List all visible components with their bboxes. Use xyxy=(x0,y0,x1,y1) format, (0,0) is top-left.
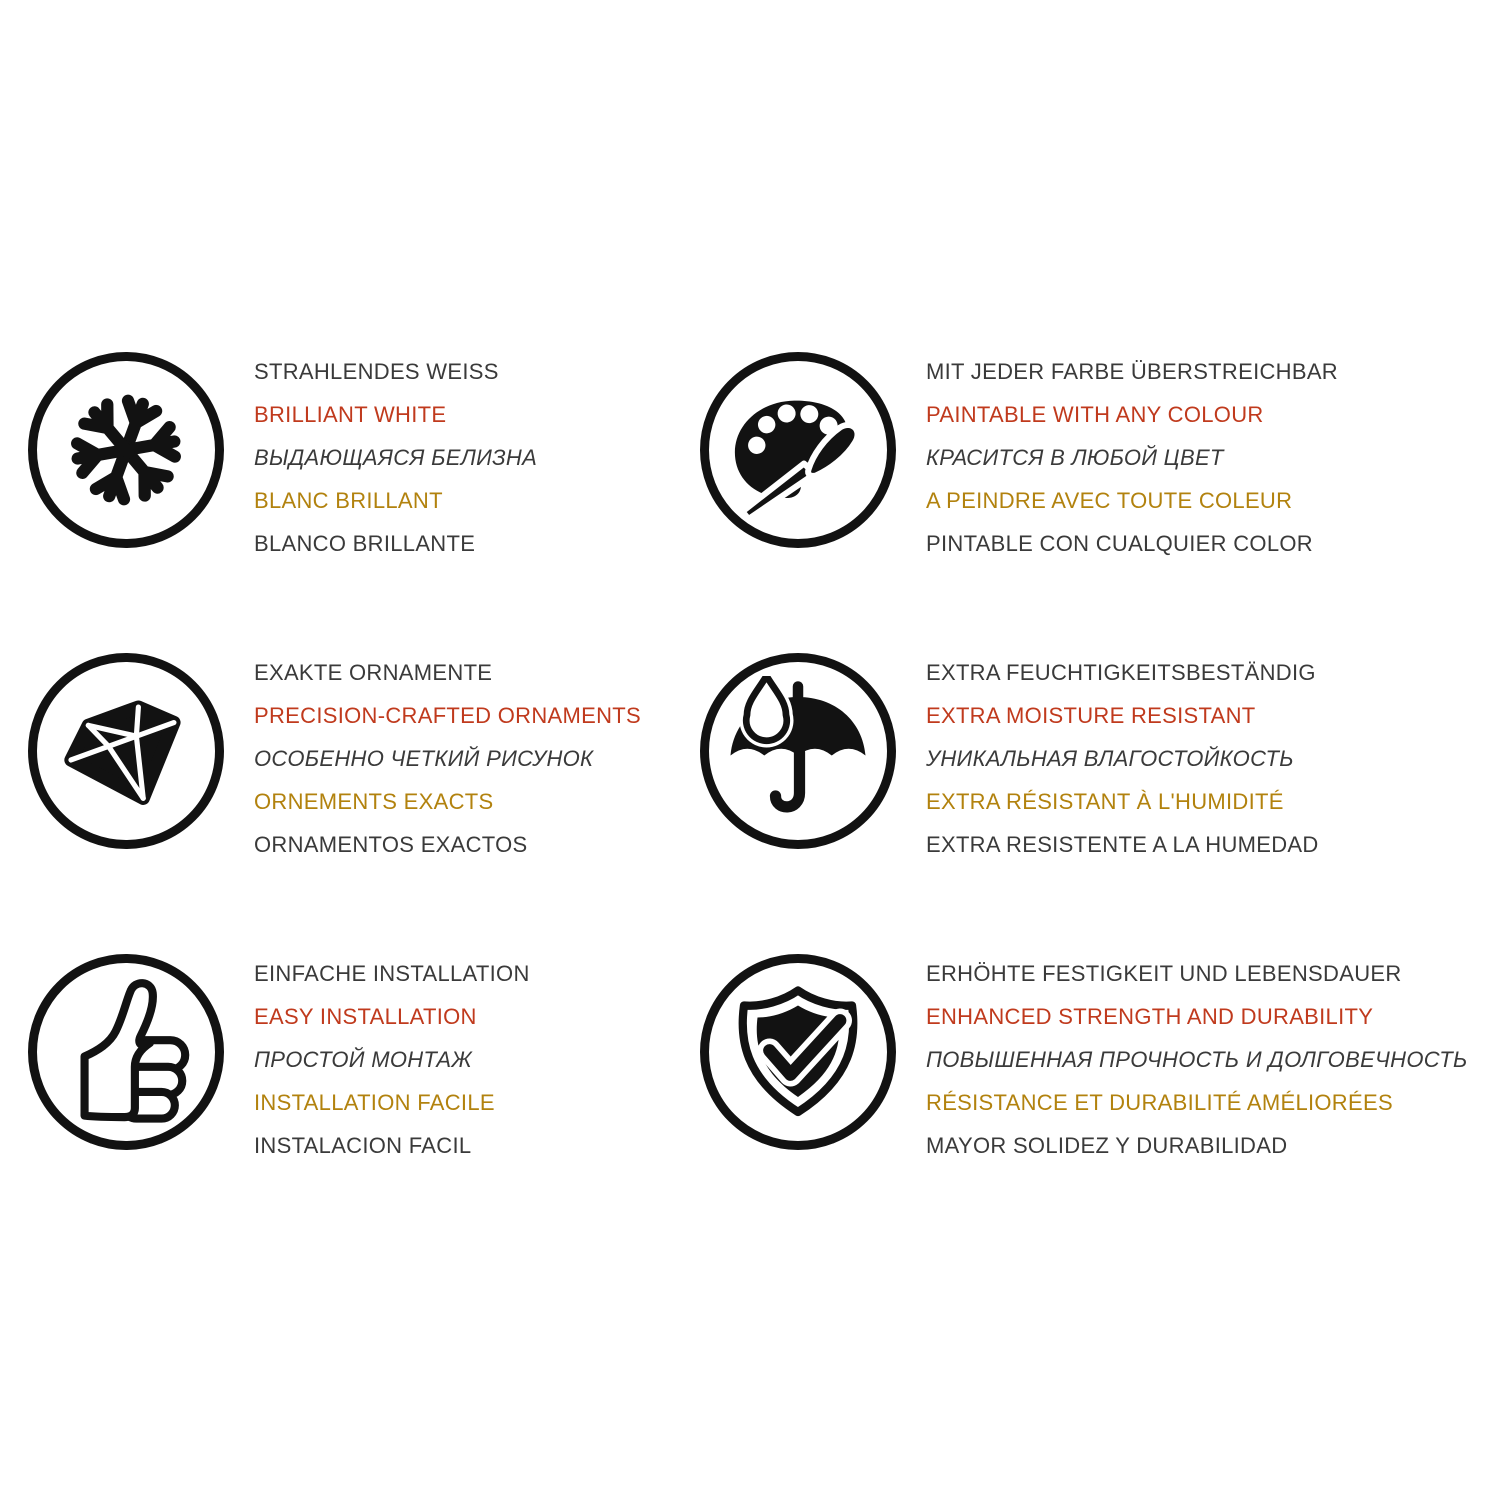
line-german: EXAKTE ORNAMENTE xyxy=(254,660,493,685)
feature-text-block xyxy=(926,651,1319,866)
line-french: RÉSISTANCE ET DURABILITÉ AMÉLIORÉES xyxy=(926,1090,1393,1115)
feature-paintable xyxy=(700,350,1338,565)
line-german: STRAHLENDES WEISS xyxy=(254,359,499,384)
line-english: EXTRA MOISTURE RESISTANT xyxy=(926,703,1256,728)
shield-check-icon xyxy=(700,954,896,1150)
diamond-icon xyxy=(28,653,224,849)
feature-text-block xyxy=(254,651,641,866)
line-russian: УНИКАЛЬНАЯ ВЛАГОСТОЙКОСТЬ xyxy=(926,746,1294,771)
feature-text-block xyxy=(926,952,1468,1167)
feature-text-block xyxy=(254,952,530,1167)
line-german: EXTRA FEUCHTIGKEITSBESTÄNDIG xyxy=(926,660,1316,685)
line-french: BLANC BRILLANT xyxy=(254,488,443,513)
line-english: EASY INSTALLATION xyxy=(254,1004,477,1029)
line-spanish: PINTABLE CON CUALQUIER COLOR xyxy=(926,531,1313,556)
umbrella-icon xyxy=(700,653,896,849)
snowflake-icon xyxy=(28,352,224,548)
line-spanish: INSTALACION FACIL xyxy=(254,1133,472,1158)
line-spanish: ORNAMENTOS EXACTOS xyxy=(254,832,528,857)
line-russian: ПОВЫШЕННАЯ ПРОЧНОСТЬ И ДОЛГОВЕЧНОСТЬ xyxy=(926,1047,1468,1072)
line-german: EINFACHE INSTALLATION xyxy=(254,961,530,986)
line-german: ERHÖHTE FESTIGKEIT UND LEBENSDAUER xyxy=(926,961,1402,986)
line-russian: КРАСИТСЯ В ЛЮБОЙ ЦВЕТ xyxy=(926,445,1224,470)
line-french: ORNEMENTS EXACTS xyxy=(254,789,494,814)
line-spanish: MAYOR SOLIDEZ Y DURABILIDAD xyxy=(926,1133,1288,1158)
feature-text-block xyxy=(254,350,537,565)
line-russian: ВЫДАЮЩАЯСЯ БЕЛИЗНА xyxy=(254,445,538,470)
feature-easy-installation xyxy=(28,952,530,1167)
feature-brilliant-white xyxy=(28,350,537,565)
feature-precision-ornaments xyxy=(28,651,641,866)
line-english: PRECISION-CRAFTED ORNAMENTS xyxy=(254,703,642,728)
feature-text-block xyxy=(926,350,1338,565)
line-english: ENHANCED STRENGTH AND DURABILITY xyxy=(926,1004,1374,1029)
line-english: BRILLIANT WHITE xyxy=(254,402,447,427)
line-english: PAINTABLE WITH ANY COLOUR xyxy=(926,402,1264,427)
line-french: A PEINDRE AVEC TOUTE COLEUR xyxy=(926,488,1293,513)
palette-icon xyxy=(700,352,896,548)
line-german: MIT JEDER FARBE ÜBERSTREICHBAR xyxy=(926,359,1338,384)
line-french: INSTALLATION FACILE xyxy=(254,1090,495,1115)
line-spanish: BLANCO BRILLANTE xyxy=(254,531,476,556)
line-russian: ПРОСТОЙ МОНТАЖ xyxy=(254,1047,472,1072)
thumbs-up-icon xyxy=(28,954,224,1150)
line-spanish: EXTRA RESISTENTE A LA HUMEDAD xyxy=(926,832,1319,857)
feature-strength-durability xyxy=(700,952,1468,1167)
line-russian: ОСОБЕННО ЧЕТКИЙ РИСУНОК xyxy=(254,746,594,771)
feature-moisture-resistant xyxy=(700,651,1319,866)
line-french: EXTRA RÉSISTANT À L'HUMIDITÉ xyxy=(926,789,1284,814)
